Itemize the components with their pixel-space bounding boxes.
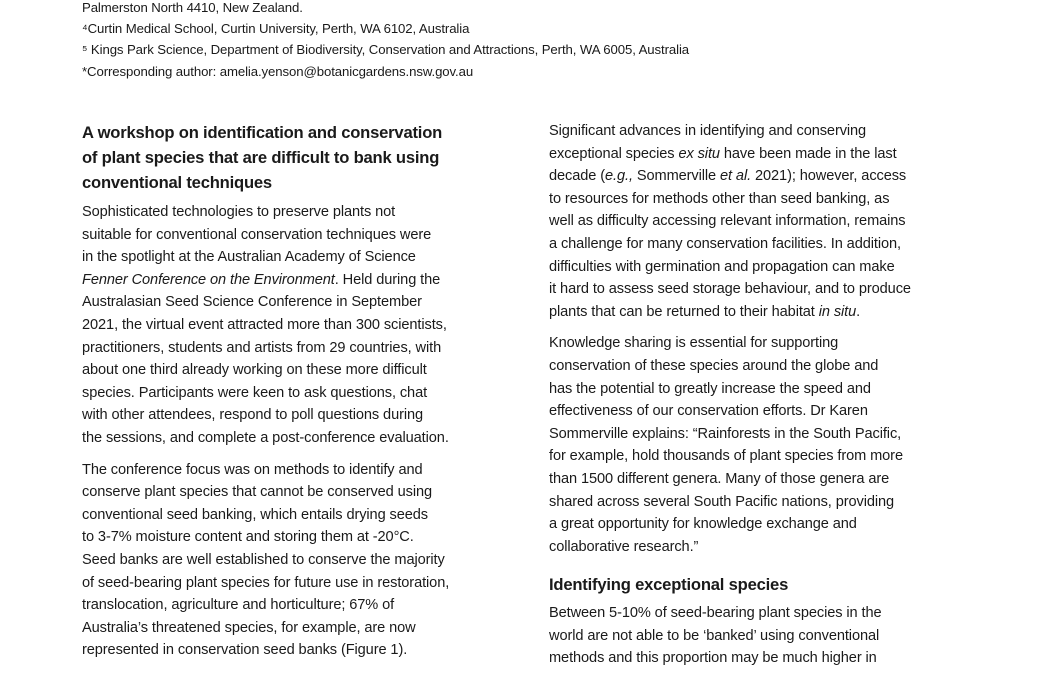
body-paragraph: Knowledge sharing is essential for supporting conservation of these species around the globe and has the potential to greatly increase the speed and effectiveness of our conservation efforts. Dr Karen Sommerville explains: “Rainforests in the South Pacific, for example, hold thousands of plant species from more than 1500 different genera. Many of those genera are shared across several South Pacific nations, providing a great opportunity for knowledge exchange and collaborative research.” <box>549 335 903 555</box>
body-paragraph: Significant advances in identifying and conserving exceptional species ex situ have been made in the last decade (e.g., Sommerville et al. 2021); however, access to resources for methods other than seed banking, as well as difficulty accessing relevant information, remains a challenge for many conservation facilities. In addition, difficulties with germination and propagation can make it hard to assess seed storage behaviour, and to produce plants that can be returned to their habitat in situ. <box>549 123 911 320</box>
right-column <box>549 120 979 679</box>
body-paragraph: Sophisticated technologies to preserve plants not suitable for conventional conservation techniques were in the spotlight at the Australian Academy of Science Fenner Conference on the Environment. Held during the Australasian Seed Science Conference in September 2021, the virtual event attracted more than 300 scientists, practitioners, students and artists from 29 countries, with about one third already working on these more difficult species. Participants were keen to ask questions, chat with other attendees, respond to poll questions during the sessions, and complete a post-conference evaluation. <box>82 204 449 446</box>
conference-name: Fenner Conference on the Environment <box>82 271 335 288</box>
left-column <box>82 120 512 671</box>
affiliations-block <box>82 0 982 82</box>
body-paragraph: Between 5-10% of seed-bearing plant species in the world are not able to be ‘banked’ using conventional methods and this proportion may be much higher in <box>549 605 882 667</box>
affiliation-line: ⁴Curtin Medical School, Curtin University, Perth, WA 6102, Australia <box>82 21 470 37</box>
affiliation-line: Palmerston North 4410, New Zealand. <box>82 0 303 15</box>
section-heading: Identifying exceptional species <box>549 575 789 595</box>
body-paragraph: The conference focus was on methods to identify and conserve plant species that cannot be conserved using conventional seed banking, which entails drying seeds to 3-7% moisture content and storing them at -20°C. Seed banks are well established to conserve the majority of seed-bearing plant species for future use in restoration, translocation, agriculture and horticulture; 67% of Australia’s threatened species, for example, are now represented in conservation seed banks (Figure 1). <box>82 461 450 659</box>
corresponding-author: *Corresponding author: amelia.yenson@botanicgardens.nsw.gov.au <box>82 63 474 79</box>
affiliation-line: ⁵ Kings Park Science, Department of Biodiversity, Conservation and Attractions, Perth, WA 6005, Australia <box>82 42 690 58</box>
section-heading: A workshop on identification and conservation of plant species that are difficult to bank using conventional techniques <box>82 123 443 192</box>
